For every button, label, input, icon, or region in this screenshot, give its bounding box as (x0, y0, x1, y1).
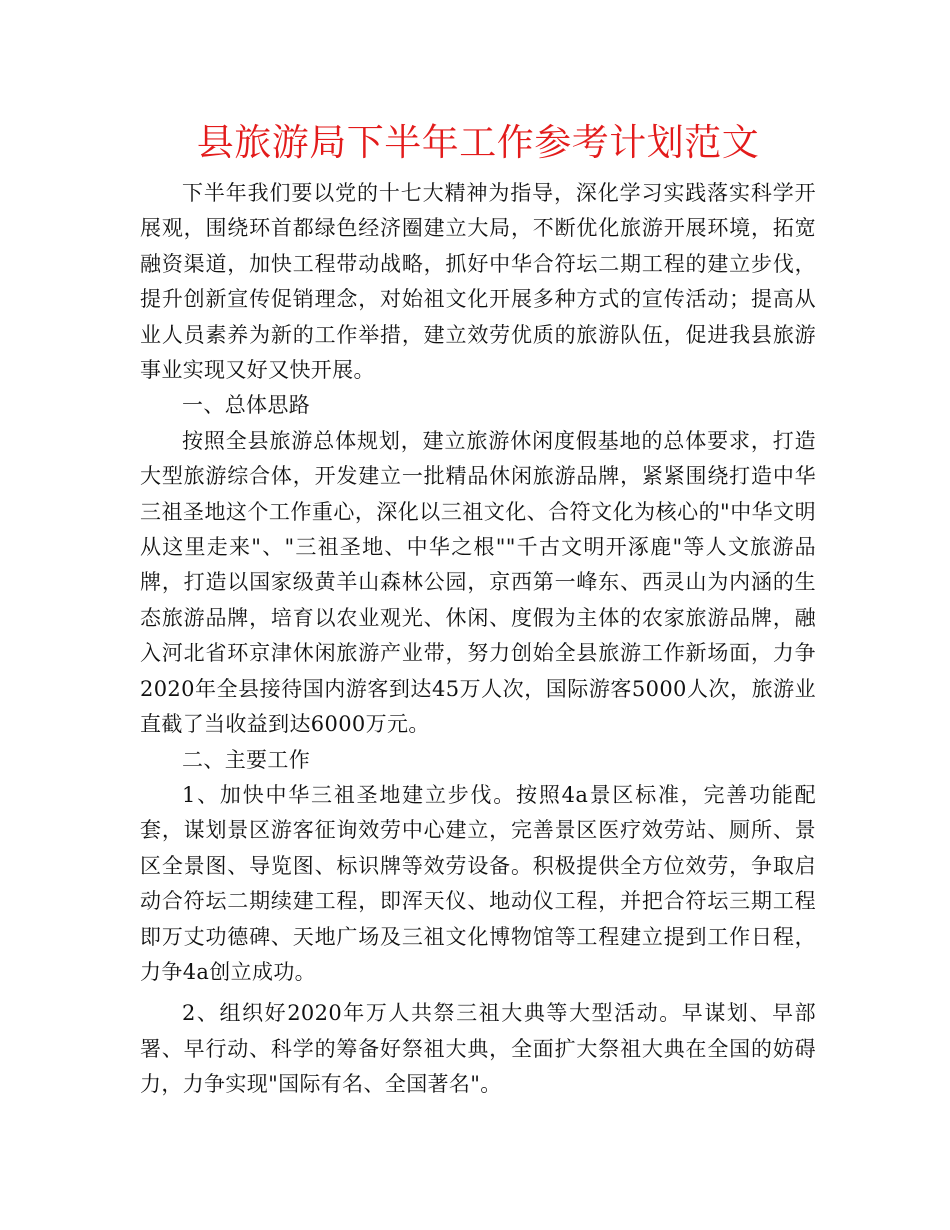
main-work-item-2: 2、组织好2020年万人共祭三祖大典等大型活动。早谋划、早部署、早行动、科学的筹备好祭祖大典，全面扩大祭祖大典在全国的妨碍力，力争实现"国际有名、全国著名"。 (140, 1001, 816, 1097)
section-heading-main-work: 二、主要工作 (182, 747, 311, 772)
intro-paragraph: 下半年我们要以党的十七大精神为指导，深化学习实践落实科学开展观，围绕环首都绿色经济圈建立大局，不断优化旅游开展环境，拓宽融资渠道，加快工程带动战略，抓好中华合符坛二期工程的建立步伐，提升创新宣传促销理念，对始祖文化开展多种方式的宣传活动；提高从业人员素养为新的工作举措，建立效劳优质的旅游队伍，促进我县旅游事业实现又好又快开展。 (140, 181, 816, 383)
section-heading-overall-approach: 一、总体思路 (182, 393, 311, 418)
document-title: 县旅游局下半年工作参考计划范文 (196, 121, 760, 164)
overall-approach-paragraph: 按照全县旅游总体规划，建立旅游休闲度假基地的总体要求，打造大型旅游综合体，开发建立一批精品休闲旅游品牌，紧紧围绕打造中华三祖圣地这个工作重心，深化以三祖文化、合符文化为核心的"中华文明从这里走来"、"三祖圣地、中华之根""千古文明开涿鹿"等人文旅游品牌，打造以国家级黄羊山森林公园，京西第一峰东、西灵山为内涵的生态旅游品牌，培育以农业观光、休闲、度假为主体的农家旅游品牌，融入河北省环京津休闲旅游产业带，努力创始全县旅游工作新场面，力争2020年全县接待国内游客到达45万人次，国际游客5000人次，旅游业直截了当收益到达6000万元。 (140, 428, 816, 737)
main-work-item-1: 1、加快中华三祖圣地建立步伐。按照4a景区标准，完善功能配套，谋划景区游客征询效劳中心建立，完善景区医疗效劳站、厕所、景区全景图、导览图、标识牌等效劳设备。积极提供全方位效劳，争取启动合符坛二期续建工程，即浑天仪、地动仪工程，并把合符坛三期工程即万丈功德碑、天地广场及三祖文化博物馆等工程建立提到工作日程，力争4a创立成功。 (140, 782, 816, 984)
